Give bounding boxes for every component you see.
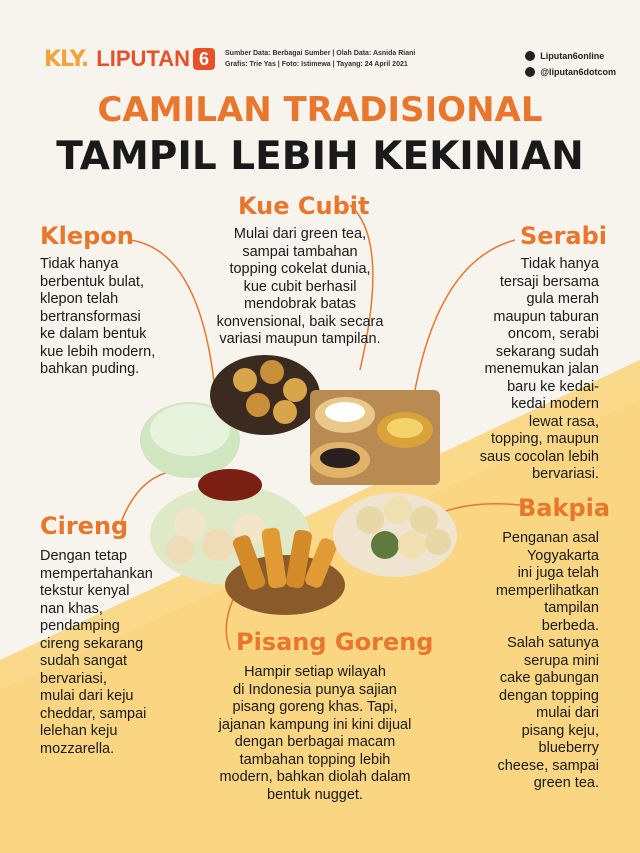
cireng-heading: Cireng [40, 512, 129, 540]
serabi-heading: Serabi [520, 222, 607, 250]
serabi-text: Tidak hanya tersaji bersama gula merah maupun taburan oncom, serabi sekarang sudah menemukan jalan baru ke kedai- kedai modern lewat rasa, topping, maupun saus cocolan lebih bervariasi. [479, 256, 599, 482]
klepon-text: Tidak hanya berbentuk bulat, klepon telah bertransformasi ke dalam bentuk kue lebih modern, bahkan puding. [40, 256, 156, 377]
kly-logo: KLY. [44, 46, 89, 72]
brand-number: 6 [193, 48, 215, 70]
credits-line2: Grafis: Trie Yas | Foto: Istimewa | Tayang: 24 April 2021 [225, 61, 408, 68]
bakpia-text: Penganan asal Yogyakarta ini juga telah memperlihatkan tampilan berbeda. Salah satunya serupa mini cake gabungan dengan topping mulai dari pisang keju, blueberry cheese, sampai green tea. [495, 530, 599, 791]
brand-name: LIPUTAN [96, 46, 190, 71]
bakpia-heading: Bakpia [518, 494, 611, 522]
twitter-link: @liputan6dotcom [525, 64, 616, 80]
kue-cubit-text: Mulai dari green tea, sampai tambahan topping cokelat dunia, kue cubit berhasil mendobrak batas konvensional, baik secara variasi maupun tampilan. [216, 226, 384, 347]
klepon-heading: Klepon [40, 222, 134, 250]
kue-cubit-heading: Kue Cubit [238, 192, 370, 220]
facebook-link: Liputan6online [525, 48, 616, 64]
title-line2: TAMPIL LEBIH KEKINIAN [56, 134, 584, 179]
pisang-goreng-heading: Pisang Goreng [236, 628, 434, 656]
credits-line1: Sumber Data: Berbagai Sumber | Olah Data: Asnida Riani [225, 50, 416, 57]
pisang-goreng-text: Hampir setiap wilayah di Indonesia punya sajian pisang goreng khas. Tapi, jajanan kampung ini kini dijual dengan berbagai macam tambahan topping lebih modern, bahkan diolah dalam bentuk nugget. [218, 664, 412, 803]
cireng-text: Dengan tetap mempertahankan tekstur kenyal nan khas, pendamping cireng sekarang sudah sangat bervariasi, mulai dari keju cheddar, sampai lelehan keju mozzarella. [40, 548, 153, 757]
title-line1: CAMILAN TRADISIONAL [97, 90, 543, 130]
